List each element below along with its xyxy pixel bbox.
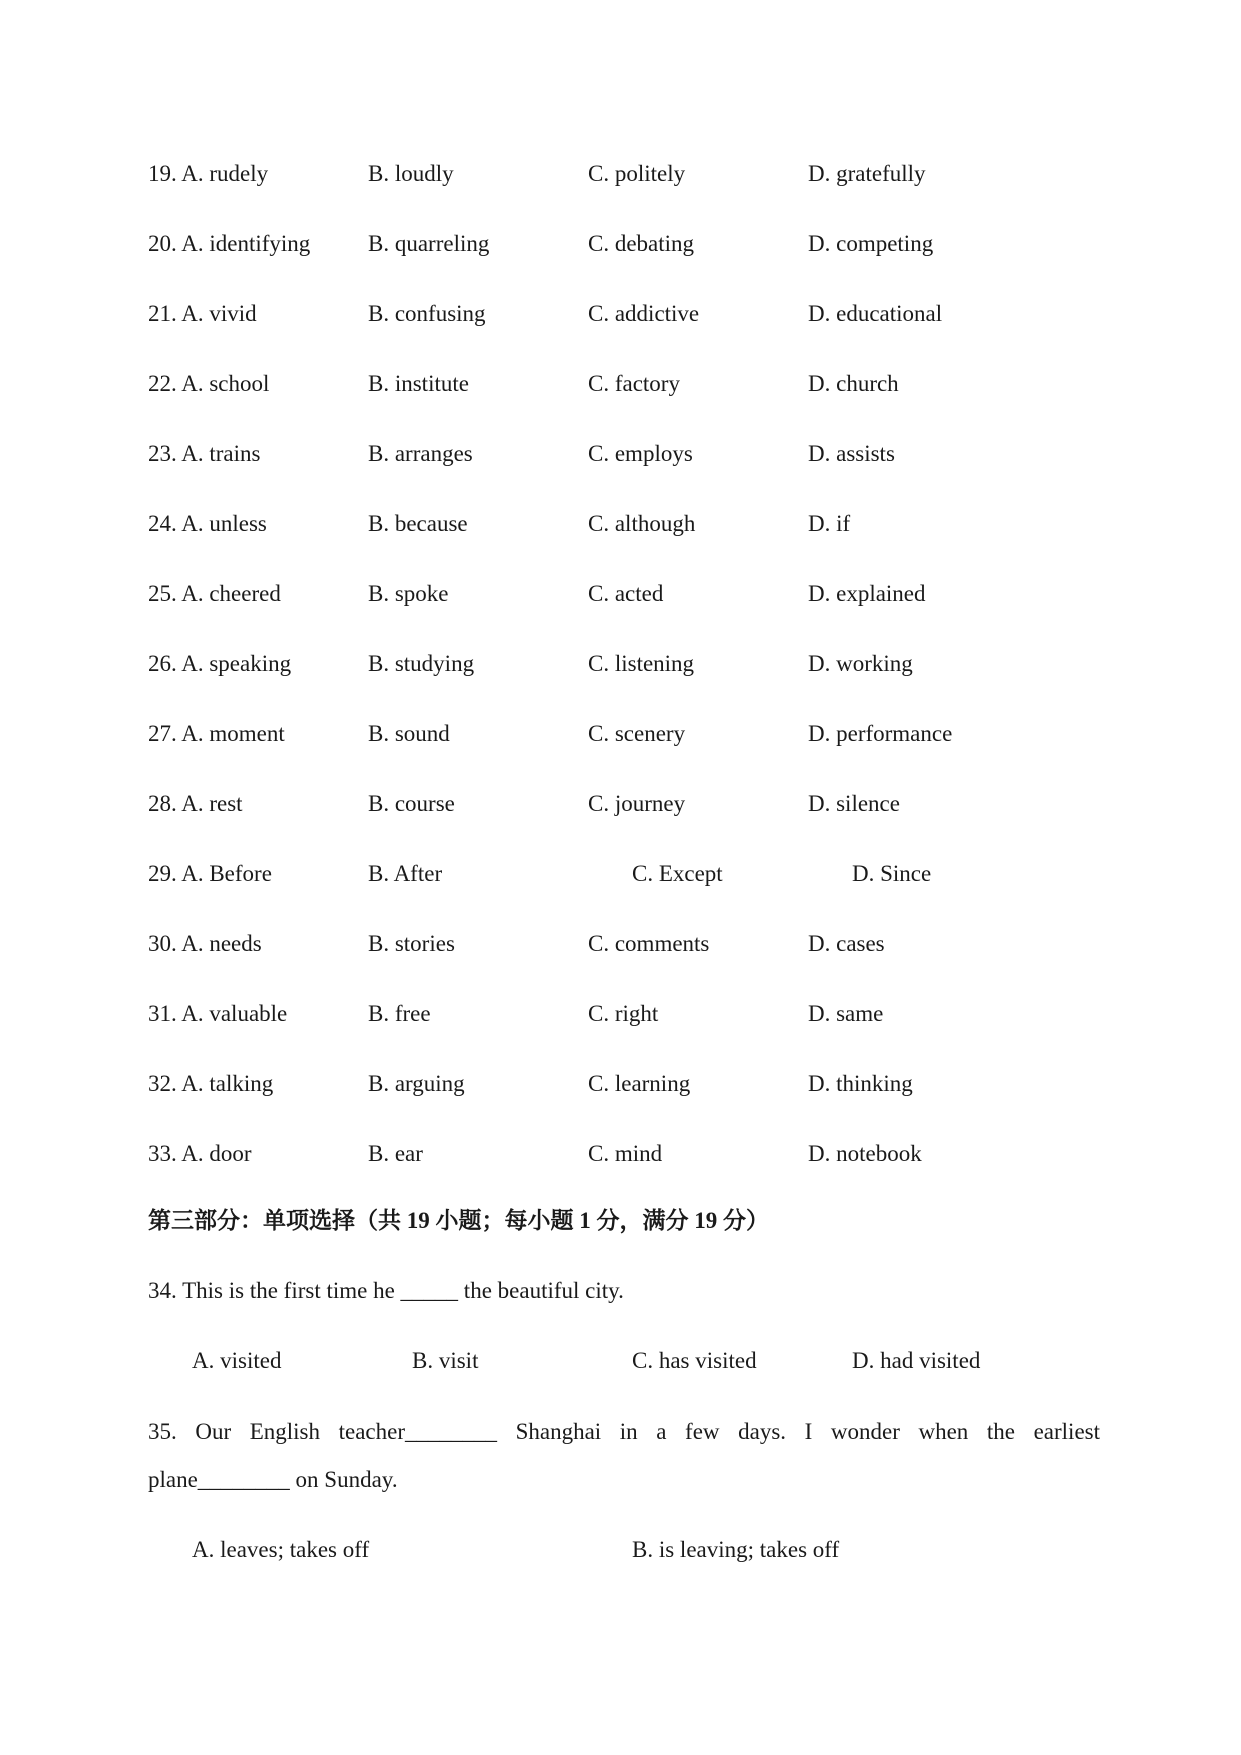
option-b: B. is leaving; takes off xyxy=(632,1537,840,1562)
option-c: C. right xyxy=(588,1001,659,1026)
question-35-stem-line2: plane________ on Sunday. xyxy=(148,1467,398,1492)
option-row-28 xyxy=(0,788,1241,820)
option-row-32 xyxy=(0,1068,1241,1100)
option-b: B. After xyxy=(368,861,443,886)
option-row-19 xyxy=(0,158,1241,190)
option-d: D. had visited xyxy=(852,1348,981,1373)
option-a: 27. A. moment xyxy=(148,721,285,746)
option-c: C. factory xyxy=(588,371,680,396)
option-a: 19. A. rudely xyxy=(148,161,269,186)
option-d: D. competing xyxy=(808,231,934,256)
option-d: D. notebook xyxy=(808,1141,922,1166)
option-c: C. scenery xyxy=(588,721,686,746)
option-b: B. studying xyxy=(368,651,475,676)
option-d: D. assists xyxy=(808,441,895,466)
option-a: 23. A. trains xyxy=(148,441,261,466)
option-a: 29. A. Before xyxy=(148,861,272,886)
option-d: D. church xyxy=(808,371,899,396)
option-a: 22. A. school xyxy=(148,371,270,396)
option-row-29 xyxy=(0,858,1241,890)
option-b: B. ear xyxy=(368,1141,423,1166)
option-c: C. journey xyxy=(588,791,686,816)
option-d: D. silence xyxy=(808,791,900,816)
option-a: 31. A. valuable xyxy=(148,1001,288,1026)
option-row-26 xyxy=(0,648,1241,680)
question-35-stem-line1: 35. Our English teacher________ Shanghai in a few days. I wonder when the earliest xyxy=(148,1419,1100,1444)
option-a: 30. A. needs xyxy=(148,931,262,956)
option-row-25 xyxy=(0,578,1241,610)
option-b: B. free xyxy=(368,1001,431,1026)
option-d: D. if xyxy=(808,511,851,536)
option-a: 26. A. speaking xyxy=(148,651,292,676)
option-row-22 xyxy=(0,368,1241,400)
option-c: C. acted xyxy=(588,581,664,606)
option-b: B. confusing xyxy=(368,301,486,326)
option-c: C. learning xyxy=(588,1071,691,1096)
option-a: 28. A. rest xyxy=(148,791,243,816)
option-c: C. listening xyxy=(588,651,695,676)
option-d: D. educational xyxy=(808,301,943,326)
option-row-33 xyxy=(0,1138,1241,1170)
option-b: B. visit xyxy=(412,1348,479,1373)
option-d: D. cases xyxy=(808,931,885,956)
option-b: B. course xyxy=(368,791,455,816)
option-b: B. arguing xyxy=(368,1071,465,1096)
question-34-stem: 34. This is the first time he _____ the beautiful city. xyxy=(148,1278,624,1303)
option-d: D. explained xyxy=(808,581,926,606)
option-d: D. Since xyxy=(852,861,932,886)
option-b: B. sound xyxy=(368,721,450,746)
question-35-options xyxy=(0,1534,1241,1566)
option-c: C. politely xyxy=(588,161,686,186)
option-a: 32. A. talking xyxy=(148,1071,274,1096)
option-row-21 xyxy=(0,298,1241,330)
option-b: B. quarreling xyxy=(368,231,490,256)
option-c: C. although xyxy=(588,511,696,536)
option-c: C. comments xyxy=(588,931,710,956)
option-row-27 xyxy=(0,718,1241,750)
option-d: D. thinking xyxy=(808,1071,913,1096)
option-d: D. working xyxy=(808,651,913,676)
option-b: B. arranges xyxy=(368,441,473,466)
option-a: 25. A. cheered xyxy=(148,581,281,606)
option-b: B. institute xyxy=(368,371,469,396)
option-row-31 xyxy=(0,998,1241,1030)
section-heading: 第三部分：单项选择（共 19 小题；每小题 1 分，满分 19 分） xyxy=(148,1208,769,1233)
option-d: D. performance xyxy=(808,721,953,746)
option-a: 20. A. identifying xyxy=(148,231,311,256)
option-a: 24. A. unless xyxy=(148,511,267,536)
option-row-20 xyxy=(0,228,1241,260)
option-row-23 xyxy=(0,438,1241,470)
option-row-30 xyxy=(0,928,1241,960)
option-c: C. employs xyxy=(588,441,693,466)
option-b: B. stories xyxy=(368,931,455,956)
option-a: 21. A. vivid xyxy=(148,301,257,326)
option-d: D. same xyxy=(808,1001,884,1026)
option-a: A. leaves; takes off xyxy=(192,1537,370,1562)
option-d: D. gratefully xyxy=(808,161,926,186)
option-c: C. Except xyxy=(632,861,723,886)
option-c: C. debating xyxy=(588,231,695,256)
option-c: C. addictive xyxy=(588,301,700,326)
option-row-24 xyxy=(0,508,1241,540)
option-c: C. mind xyxy=(588,1141,663,1166)
option-a: A. visited xyxy=(192,1348,282,1373)
question-34-options xyxy=(0,1345,1241,1377)
option-b: B. spoke xyxy=(368,581,449,606)
option-b: B. loudly xyxy=(368,161,454,186)
option-b: B. because xyxy=(368,511,468,536)
option-a: 33. A. door xyxy=(148,1141,252,1166)
option-c: C. has visited xyxy=(632,1348,757,1373)
